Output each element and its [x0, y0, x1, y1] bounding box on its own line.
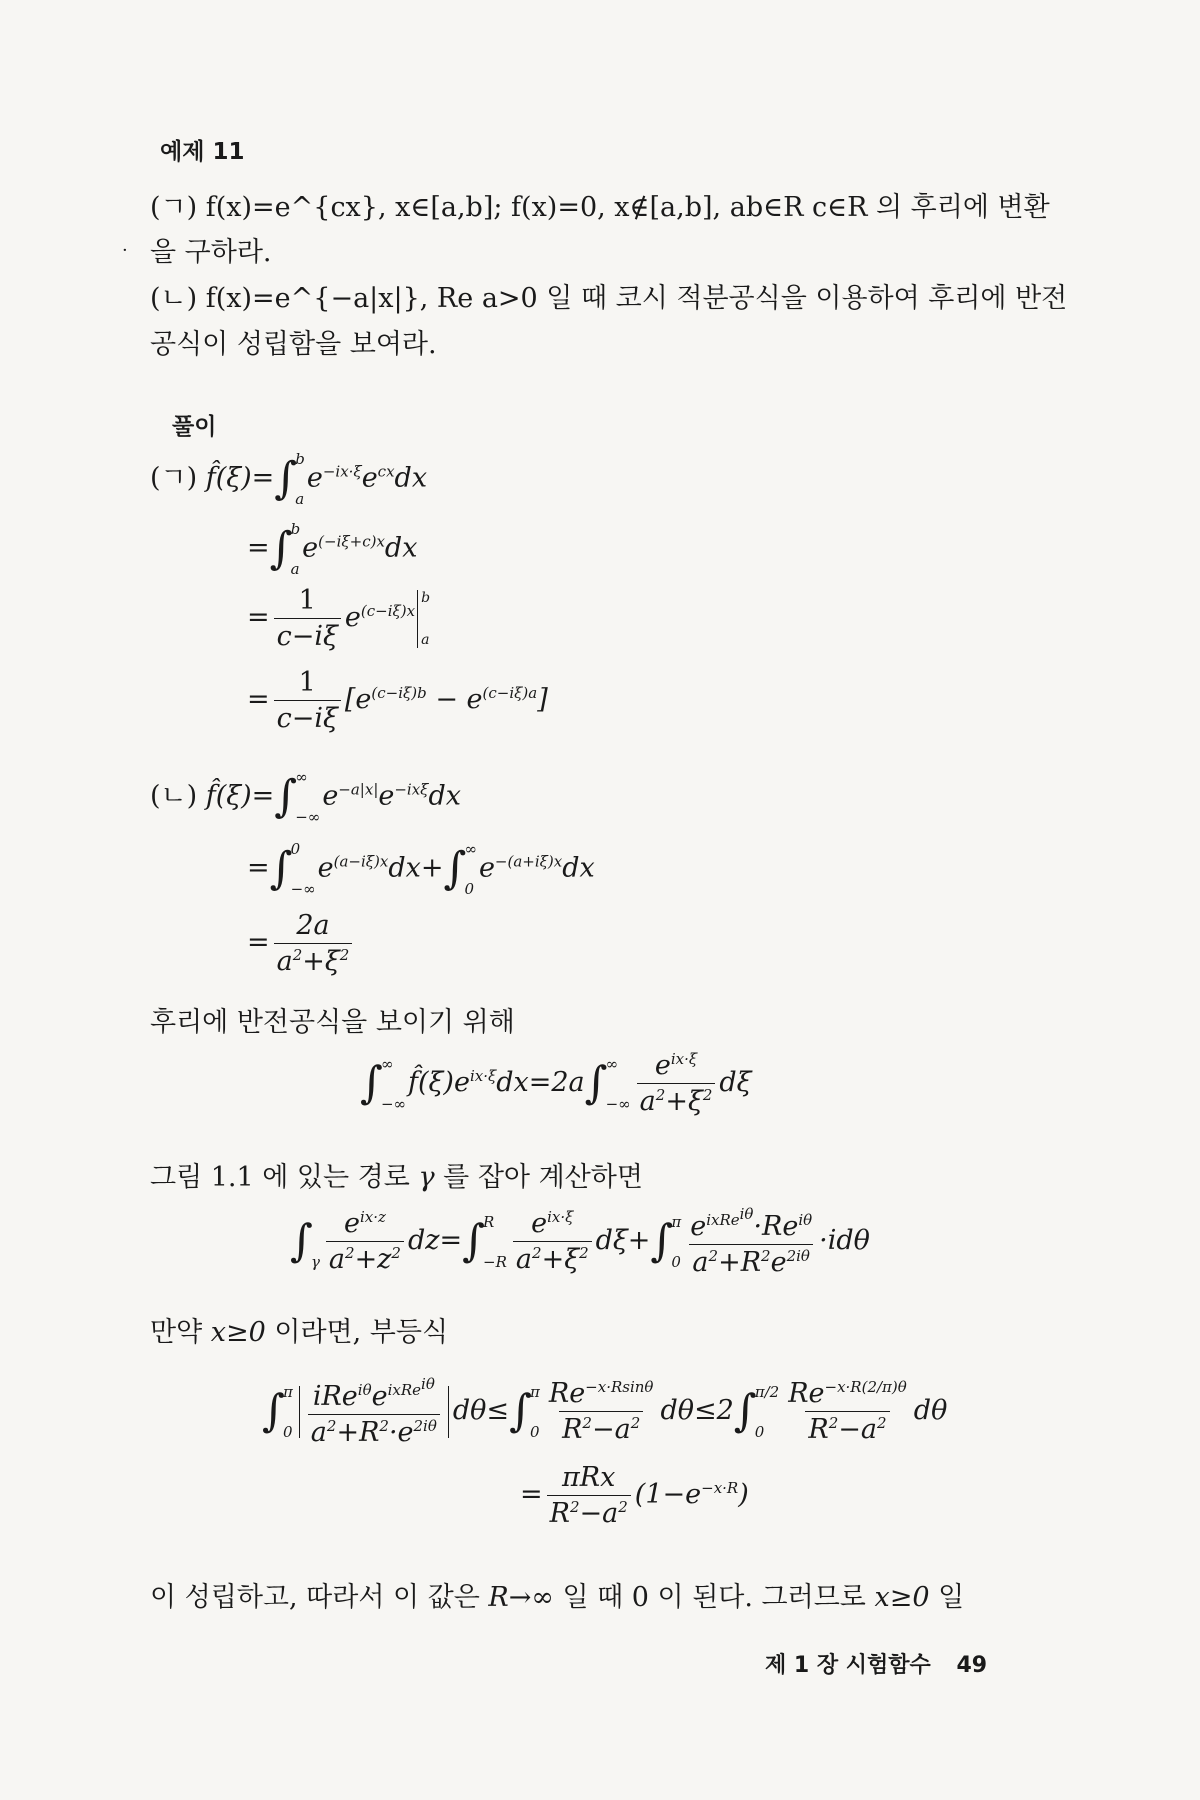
example-heading: 예제 11 [160, 139, 245, 165]
problem-part-a [150, 185, 1050, 224]
page-footer [765, 1648, 987, 1679]
text-final [150, 1575, 964, 1614]
eq-b-line3: = $\frac{2a}{a^2+\xi^2}$ [247, 910, 356, 977]
solution-heading: 풀이 [172, 414, 217, 440]
problem-part-b [150, 276, 1067, 315]
text-final-b: 일 때 0 이 된다. 그러므로 [562, 1582, 866, 1613]
text-figure [150, 1155, 643, 1194]
text-final-c: 일 [938, 1582, 965, 1613]
part-b-label: (ㄴ) [150, 283, 198, 314]
text-final-a: 이 성립하고, 따라서 이 값은 [150, 1582, 480, 1613]
eq-contour: ∫ γ $\frac{e^{ix\cdot z}}{a^2+z^2}$ dz=∫ R −R $\frac{e^{ix\cdot\xi}}{a^2+\xi^2}$ dξ+∫ π 0 $\frac{e^{ixRe^{i\theta}}\cdot Re^{i\theta}}{a^2+R^2e^{2i\theta}}$ ·idθ [290, 1205, 870, 1278]
margin-dot: · [122, 240, 128, 261]
text-if-cond: x≥0 [210, 1317, 266, 1348]
eq-inequality: ∫ π 0 $\frac{iRe^{i\theta}e^{ixRe^{i\theta}}}{a^2+R^2\cdot e^{2i\theta}}$ dθ≤∫ π 0 $\frac{Re^{-x\cdot Rsin\theta}}{R^2-a^2}$ dθ≤2∫ π/2 0 $\frac{Re^{-x\cdot R(2/\pi)\theta}}{R^2-a^2}$ dθ [262, 1375, 948, 1448]
sol-b-label: (ㄴ) [150, 780, 198, 812]
text-figure-b: 를 잡아 계산하면 [443, 1162, 643, 1193]
sol-a-label: (ㄱ) [150, 462, 198, 494]
text-figure-gamma: γ [418, 1162, 435, 1193]
problem-part-b-cont: 공식이 성립함을 보여라. [150, 329, 437, 360]
part-a-label: (ㄱ) [150, 192, 198, 223]
text-if [150, 1310, 448, 1349]
text-inversion: 후리에 반전공식을 보이기 위해 [150, 1007, 515, 1038]
text-final-limit: R→∞ [488, 1582, 554, 1613]
footer-chapter: 제 1 장 시험함수 [765, 1653, 931, 1678]
part-b-text: f(x)=e^{−a|x|}, Re a>0 일 때 코시 적분공식을 이용하여 후리에 반전 [205, 283, 1068, 314]
footer-page-number: 49 [956, 1653, 988, 1678]
text-if-rest: 이라면, 부등식 [274, 1317, 449, 1348]
text-final-cond: x≥0 [874, 1582, 930, 1613]
eq-inequality-result: = $\frac{\text{πRx}}{R^2-a^2}$ $(1-e^{-x\cdot R})$ [520, 1462, 749, 1529]
eq-inversion: ∫ ∞ −∞ $f̂(\xi)e^{ix\cdot\xi}dx=2a\int$ ∞ −∞ $\frac{e^{ix\cdot\xi}}{a^2+\xi^2}$ dξ [360, 1050, 752, 1117]
eq-a-line2: =∫ b a $e^{(-i\xi+c)x}dx$ [247, 520, 418, 578]
eq-b-line1: (ㄴ) f̂(ξ)=∫ ∞ −∞ $e^{-a|x|}e^{-ix\xi}dx$ [150, 768, 461, 826]
eq-a-line4: = $\frac{1}{c-i\xi}$ $[e^{(c-i\xi)b} - e^{(c-i\xi)a}]$ [247, 667, 548, 734]
eq-a-line1: (ㄱ) f̂(ξ)=∫ b a $e^{-ix\cdot\xi}e^{cx}dx$ [150, 450, 428, 508]
eq-a-line3: = $\frac{1}{c-i\xi}$ $e^{(c-i\xi)x}$ b a [247, 585, 431, 652]
text-if-label: 만약 [150, 1317, 203, 1348]
eq-b-line2: =∫ 0 −∞ $e^{(a-i\xi)x}dx+\int$ ∞ 0 $e^{-(a+i\xi)x}dx$ [247, 840, 595, 898]
text-figure-a: 그림 1.1 에 있는 경로 [150, 1162, 410, 1193]
problem-part-a-cont: 을 구하라. [150, 237, 272, 268]
part-a-text: f(x)=e^{cx}, x∈[a,b]; f(x)=0, x∉[a,b], ab∈R c∈R 의 후리에 변환 [205, 192, 1050, 223]
